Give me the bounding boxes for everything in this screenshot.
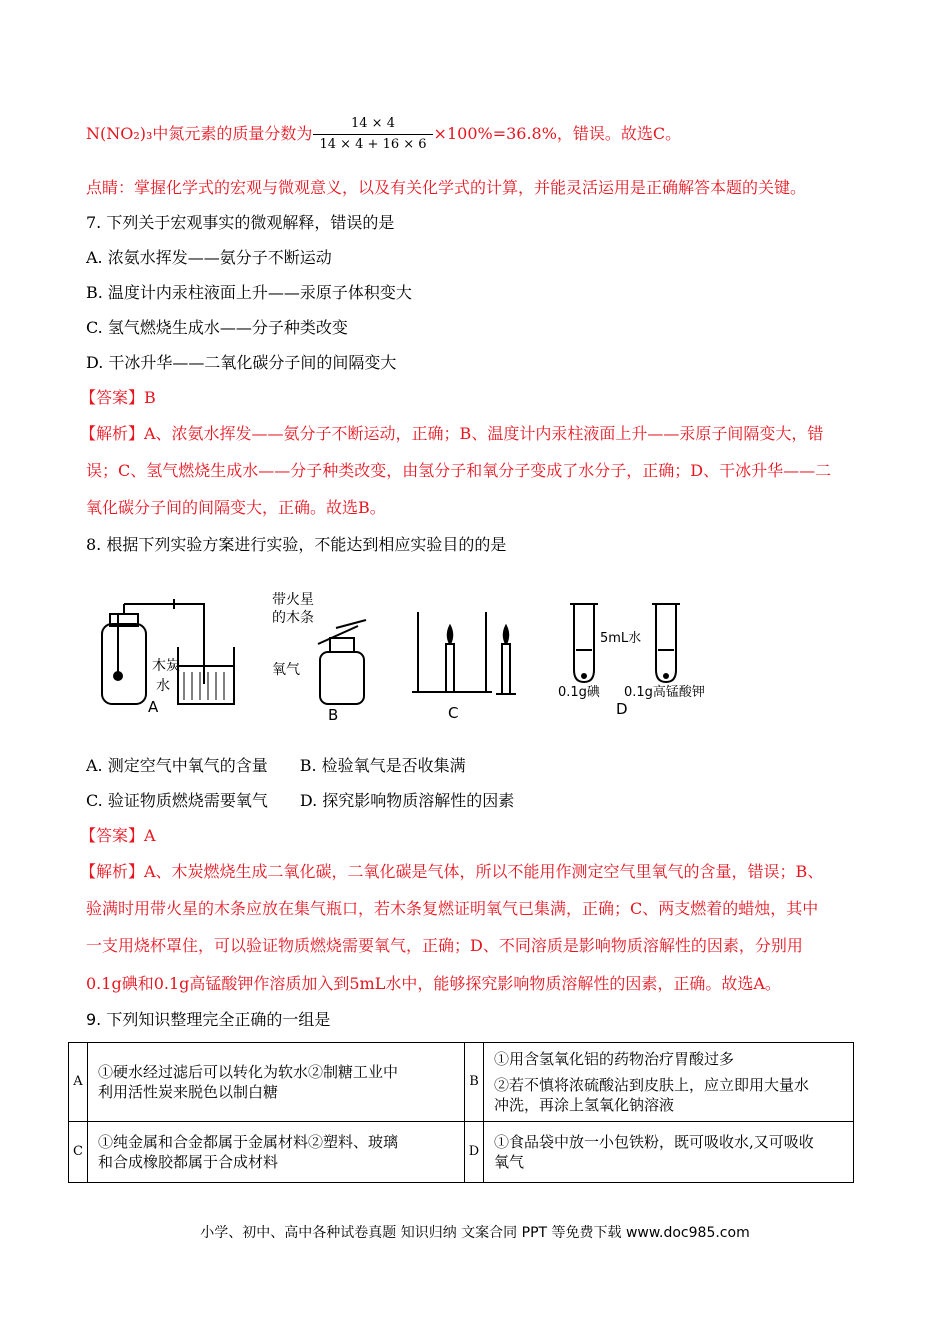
tip-text: 点睛：掌握化学式的宏观与微观意义，以及有关化学式的计算，并能灵活运用是正确解答本题的关键。 [86, 178, 807, 197]
q7-option-c: C. 氢气燃烧生成水——分子种类改变 [86, 318, 348, 337]
q8-analysis-line-1: 【解析】A、木炭燃烧生成二氧化碳，二氧化碳是气体，所以不能用作测定空气里氧气的含量，错误；B、 [80, 862, 824, 881]
cell-b-line-2: ②若不慎将浓硫酸沾到皮肤上，应立即用大量水 [494, 1076, 810, 1094]
q7-analysis-line-1: 【解析】A、浓氨水挥发——氨分子不断运动，正确；B、温度计内汞柱液面上升——汞原子间隔变大，错 [80, 424, 824, 443]
figure-b-apparatus [318, 620, 366, 704]
fraction [313, 116, 432, 153]
cell-d-line-1: ①食品袋中放一小包铁粉，既可吸收水,又可吸收 [494, 1133, 814, 1151]
cell-a-line-2: 利用活性炭来脱色以制白糖 [98, 1083, 279, 1101]
figure-b-gas-label: 氧气 [272, 662, 300, 678]
q8-analysis-line-4: 0.1g碘和0.1g高锰酸钾作溶质加入到5mL水中，能够探究影响物质溶解性的因素，正确。故选A。 [86, 974, 781, 993]
mass-fraction-formula [86, 116, 681, 153]
cell-d [484, 1122, 854, 1183]
row-tag-d: D [465, 1122, 484, 1183]
q7-analysis-line-2: 误；C、氢气燃烧生成水——分子种类改变，由氢分子和氧分子变成了水分子，正确；D、干冰升华——二 [86, 461, 832, 480]
q8-option-c: C. 验证物质燃烧需要氧气 [86, 791, 268, 810]
q7-option-a: A. 浓氨水挥发——氨分子不断运动 [86, 248, 332, 267]
q9-stem: 9. 下列知识整理完全正确的一组是 [86, 1010, 331, 1029]
table-row [69, 1043, 854, 1122]
row-tag-c: C [69, 1122, 88, 1183]
q8-option-a: A. 测定空气中氧气的含量 [86, 756, 268, 775]
cell-b [484, 1043, 854, 1122]
cell-a-line-1: ①硬水经过滤后可以转化为软水②制糖工业中 [98, 1063, 399, 1081]
figure-d-iodine-label: 0.1g碘 [558, 685, 600, 700]
q7-option-b: B. 温度计内汞柱液面上升——汞原子体积变大 [86, 283, 412, 302]
figure-b-stick-label-1: 带火星 [272, 592, 314, 608]
table-row [69, 1122, 854, 1183]
figure-a-charcoal-label: 木炭 [152, 658, 180, 674]
q8-analysis-line-3: 一支用烧杯罩住，可以验证物质燃烧需要氧气，正确；D、不同溶质是影响物质溶解性的因素，分别用 [86, 936, 803, 955]
row-tag-b: B [465, 1043, 484, 1122]
q8-analysis-line-2: 验满时用带火星的木条应放在集气瓶口，若木条复燃证明氧气已集满，正确；C、两支燃着的蜡烛，其中 [86, 899, 819, 918]
figure-d-water-label: 5mL水 [600, 631, 642, 646]
q8-option-d: D. 探究影响物质溶解性的因素 [299, 791, 515, 810]
q8-stem: 8. 根据下列实验方案进行实验，不能达到相应实验目的的是 [86, 535, 507, 554]
q8-options-row-1 [86, 756, 466, 776]
figure-b-stick-label-2: 的木条 [272, 610, 314, 626]
formula-suffix: ×100%=36.8%，错误。故选C。 [433, 124, 682, 143]
q7-analysis-line-3: 氧化碳分子间的间隔变大，正确。故选B。 [86, 498, 386, 517]
row-tag-a: A [69, 1043, 88, 1122]
cell-b-line-3: 冲洗，再涂上氢氧化钠溶液 [494, 1096, 675, 1114]
figure-d-label: D [616, 700, 628, 718]
cell-b-line-1: ①用含氢氧化铝的药物治疗胃酸过多 [494, 1050, 735, 1068]
q7-answer: 【答案】B [80, 388, 156, 407]
experiment-figures [96, 592, 776, 727]
figure-b-label: B [328, 706, 339, 724]
knowledge-table [68, 1042, 854, 1183]
cell-c-line-2: 和合成橡胶都属于合成材料 [98, 1153, 279, 1171]
q7-option-d: D. 干冰升华——二氧化碳分子间的间隔变大 [86, 353, 397, 372]
q8-options-row-2 [86, 791, 514, 811]
cell-c-line-1: ①纯金属和合金都属于金属材料②塑料、玻璃 [98, 1133, 399, 1151]
cell-a [88, 1043, 465, 1122]
fraction-numerator: 14 × 4 [351, 116, 395, 131]
fraction-denominator: 14 × 4 + 16 × 6 [313, 134, 432, 153]
formula-prefix: N(NO₂)₃中氮元素的质量分数为 [86, 124, 313, 143]
figure-c-apparatus [412, 612, 516, 694]
page-footer: 小学、初中、高中各种试卷真题 知识归纳 文案合同 PPT 等免费下载 www.doc985.com [200, 1225, 750, 1241]
figure-c-label: C [448, 704, 459, 722]
figure-d-kmno4-label: 0.1g高锰酸钾 [624, 685, 705, 700]
cell-c [88, 1122, 465, 1183]
q7-stem: 7. 下列关于宏观事实的微观解释，错误的是 [86, 213, 395, 232]
figure-a-water-label: 水 [156, 678, 170, 694]
q8-option-b: B. 检验氧气是否收集满 [299, 756, 466, 775]
q8-answer: 【答案】A [80, 826, 156, 845]
cell-d-line-2: 氧气 [494, 1153, 525, 1171]
figure-a-label: A [148, 698, 159, 716]
